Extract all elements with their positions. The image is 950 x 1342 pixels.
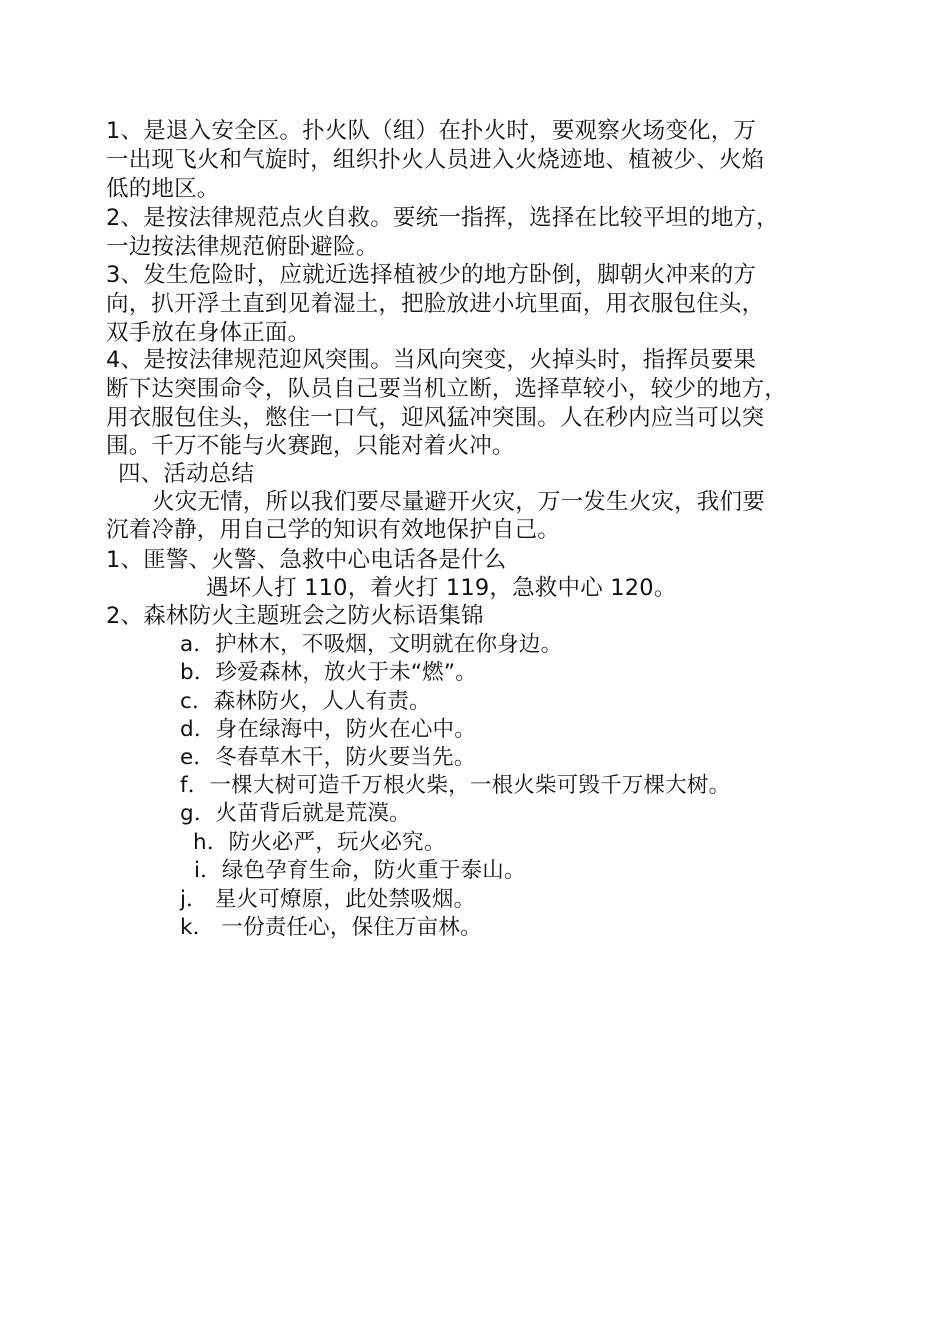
- text-line: 4、是按法律规范迎风突围。当风向突变，火掉头时，指挥员要果: [106, 347, 757, 373]
- text-line: 双手放在身体正面。: [106, 320, 311, 346]
- section-heading: 四、活动总结: [118, 461, 255, 487]
- question-line: 1、匪警、火警、急救中心电话各是什么: [106, 547, 507, 573]
- slogan-item: d．身在绿海中，防火在心中。: [180, 717, 476, 742]
- summary-paragraph: 沉着冷静，用自己学的知识有效地保护自己。: [106, 517, 561, 543]
- slogan-item: k． 一份责任心，保住万亩林。: [180, 915, 482, 940]
- slogan-item: e．冬春草木干，防火要当先。: [180, 745, 476, 770]
- text-line: 用衣服包住头，憋住一口气，迎风猛冲突围。人在秒内应当可以突: [106, 405, 765, 431]
- text-line: 一边按法律规范俯卧避险。: [106, 234, 379, 260]
- slogan-item: c．森林防火，人人有责。: [180, 689, 431, 714]
- text-line: 2、是按法律规范点火自救。要统一指挥，选择在比较平坦的地方，: [106, 205, 779, 231]
- slogan-item: b．珍爱森林，放火于未“燃”。: [180, 660, 477, 685]
- slogan-item: a．护林木，不吸烟，文明就在你身边。: [180, 632, 563, 657]
- slogan-item: h．防火必严，玩火必究。: [193, 830, 446, 855]
- slogan-item: g．火苗背后就是荒漠。: [180, 801, 411, 826]
- text-line: 低的地区。: [106, 176, 220, 202]
- summary-paragraph: 火灾无情，所以我们要尽量避开火灾，万一发生火灾，我们要: [152, 489, 765, 515]
- slogan-item: j． 星火可燎原，此处禁吸烟。: [180, 887, 476, 912]
- answer-line: 遇坏人打 110，着火打 119，急救中心 120。: [206, 575, 677, 601]
- text-line: 向，扒开浮土直到见着湿土，把脸放进小坑里面，用衣服包住头，: [106, 291, 765, 317]
- question-line: 2、森林防火主题班会之防火标语集锦: [106, 603, 484, 629]
- slogan-item: f．一棵大树可造千万根火柴，一根火柴可毁千万棵大树。: [180, 773, 731, 798]
- text-line: 围。千万不能与火赛跑，只能对着火冲。: [106, 433, 515, 459]
- text-line: 一出现飞火和气旋时，组织扑火人员进入火烧迹地、植被少、火焰: [106, 147, 765, 173]
- slogan-item: i．绿色孕育生命，防火重于泰山。: [194, 858, 526, 883]
- text-line: 1、是退入安全区。扑火队（组）在扑火时，要观察火场变化，万: [106, 118, 757, 144]
- text-line: 断下达突围命令，队员自己要当机立断，选择草较小，较少的地方，: [106, 376, 788, 402]
- text-line: 3、发生危险时，应就近选择植被少的地方卧倒，脚朝火冲来的方: [106, 262, 757, 288]
